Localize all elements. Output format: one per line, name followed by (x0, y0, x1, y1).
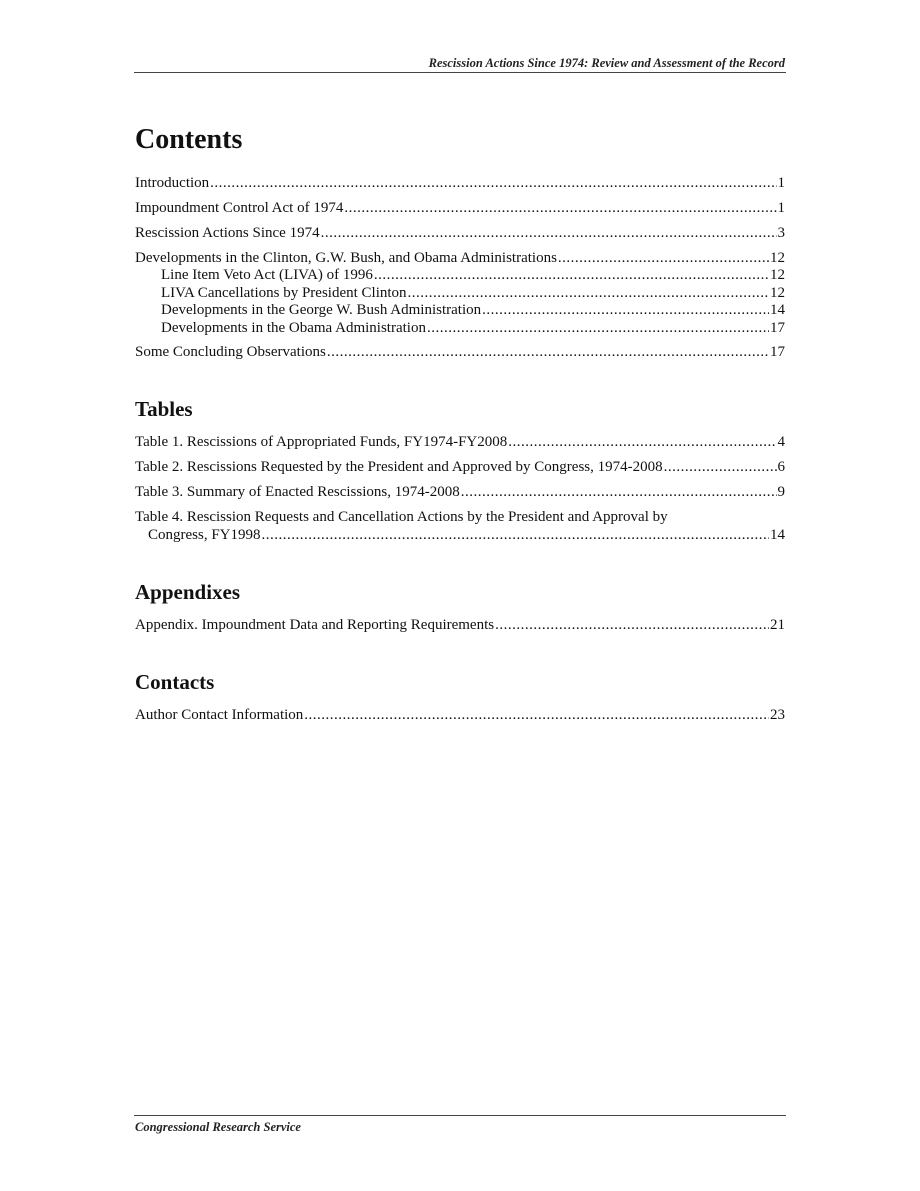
toc-entry-page: 14 (770, 527, 785, 543)
toc-entry-liva-cancellations[interactable] (135, 285, 785, 303)
toc-entry-introduction[interactable] (135, 174, 785, 192)
toc-entry-page: 21 (770, 617, 785, 633)
toc-entry-text: Introduction (135, 175, 210, 191)
contacts-heading: Contacts (135, 670, 215, 694)
toc-entry-developments[interactable] (135, 249, 785, 267)
dot-leader (321, 224, 777, 242)
toc-entry-page: 12 (770, 250, 785, 266)
appendixes-heading: Appendixes (135, 580, 241, 604)
dot-leader (508, 433, 776, 451)
toc-entry-concluding-observations[interactable] (135, 343, 785, 361)
toc-entry-page: 4 (777, 434, 785, 450)
toc-entry-text: LIVA Cancellations by President Clinton (161, 284, 407, 301)
table-of-contents (135, 120, 785, 758)
contacts-section (135, 668, 785, 724)
toc-entry-appendix[interactable] (135, 616, 785, 634)
dot-leader (495, 616, 769, 634)
toc-entry-page: 12 (770, 267, 785, 283)
toc-entry-table-3[interactable] (135, 483, 785, 501)
dot-leader (558, 249, 769, 267)
toc-entry-table-1[interactable] (135, 433, 785, 451)
toc-entry-page: 17 (770, 344, 785, 360)
toc-entry-text: Table 4. Rescission Requests and Cancellation Actions by the President and Approval by (135, 509, 668, 525)
footer-rule (134, 1115, 786, 1116)
toc-entry-page: 14 (770, 302, 785, 318)
toc-entry-text: Table 2. Rescissions Requested by the President and Approved by Congress, 1974-2008 (135, 459, 663, 475)
tables-section (135, 395, 785, 544)
dot-leader (482, 302, 769, 320)
tables-heading: Tables (135, 397, 193, 421)
dot-leader (374, 267, 769, 285)
dot-leader (461, 483, 777, 501)
dot-leader (664, 458, 777, 476)
toc-entry-page: 9 (777, 484, 785, 500)
toc-entry-table-2[interactable] (135, 458, 785, 476)
toc-entry-text: Author Contact Information (135, 707, 304, 723)
toc-entry-page: 1 (777, 200, 785, 216)
dot-leader (327, 343, 769, 361)
dot-leader (304, 706, 769, 724)
dot-leader (262, 526, 769, 544)
toc-entry-page: 1 (777, 175, 785, 191)
toc-entry-text: Appendix. Impoundment Data and Reporting Requirements (135, 617, 495, 633)
toc-entry-text: Rescission Actions Since 1974 (135, 225, 320, 241)
toc-entry-page: 17 (770, 319, 785, 336)
dot-leader (408, 285, 769, 303)
contents-section (135, 120, 785, 361)
toc-entry-text: Table 1. Rescissions of Appropriated Funds, FY1974-FY2008 (135, 434, 508, 450)
toc-entry-page: 12 (770, 284, 785, 301)
dot-leader (210, 174, 776, 192)
toc-entry-rescission-actions[interactable] (135, 224, 785, 242)
contents-heading: Contents (135, 124, 243, 155)
toc-entry-text: Some Concluding Observations (135, 344, 326, 360)
toc-entry-page: 23 (770, 707, 785, 723)
dot-leader (427, 320, 769, 338)
toc-entry-page: 3 (777, 225, 785, 241)
toc-entry-bush-administration[interactable] (135, 302, 785, 320)
toc-entry-table-4[interactable] (135, 508, 785, 544)
header-rule (134, 72, 786, 73)
toc-entry-text: Table 3. Summary of Enacted Rescissions, 1974-2008 (135, 484, 460, 500)
running-footer: Congressional Research Service (135, 1120, 301, 1134)
toc-entry-text: Developments in the Clinton, G.W. Bush, and Obama Administrations (135, 250, 557, 266)
toc-entry-page: 6 (777, 459, 785, 475)
dot-leader (344, 199, 776, 217)
toc-entry-author-contact[interactable] (135, 706, 785, 724)
toc-entry-text: Developments in the George W. Bush Administration (161, 302, 482, 318)
toc-entry-text: Congress, FY1998 (148, 527, 261, 543)
toc-entry-text: Impoundment Control Act of 1974 (135, 200, 344, 216)
toc-entry-text: Developments in the Obama Administration (161, 319, 426, 336)
appendixes-section (135, 578, 785, 634)
running-header: Rescission Actions Since 1974: Review and Assessment of the Record (428, 56, 785, 70)
toc-entry-impoundment-control-act[interactable] (135, 199, 785, 217)
toc-entry-continuation (135, 526, 785, 544)
toc-entry-liva-1996[interactable] (135, 267, 785, 285)
toc-entry-obama-administration[interactable] (135, 320, 785, 338)
toc-entry-text: Line Item Veto Act (LIVA) of 1996 (161, 267, 373, 283)
